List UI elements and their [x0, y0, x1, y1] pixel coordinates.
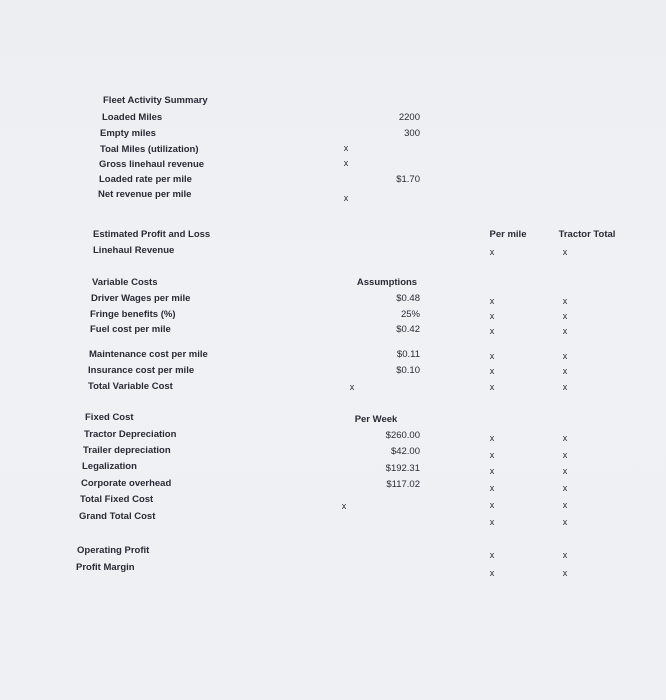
fixed-row-per-week: $192.31 — [385, 463, 420, 474]
fixed-row-label: Tractor Depreciation — [84, 429, 177, 440]
total-fixed-label: Total Fixed Cost — [80, 494, 154, 505]
variable-row-label: Fuel cost per mile — [90, 324, 171, 335]
variable-row-per-mile: x — [489, 366, 495, 376]
linehaul-label: Linehaul Revenue — [93, 245, 175, 256]
variable-row-total: x — [562, 351, 568, 361]
total-variable-per-mile: x — [489, 382, 495, 392]
fixed-row-per-week: $42.00 — [390, 446, 420, 457]
profit-margin-label: Profit Margin — [76, 562, 135, 573]
variable-row-total: x — [562, 366, 568, 376]
total-miles-value: x — [343, 143, 349, 153]
net-revenue-value: x — [343, 193, 349, 203]
profit-margin-per-mile: x — [489, 568, 495, 578]
empty-miles-label: Empty miles — [100, 128, 156, 139]
variable-row-label: Maintenance cost per mile — [89, 349, 208, 360]
profit-margin-total: x — [562, 568, 568, 578]
fixed-cost-title: Fixed Cost — [85, 412, 134, 423]
variable-row-assumption: $0.42 — [396, 324, 420, 335]
tractor-total-header: Tractor Total — [558, 229, 616, 240]
fixed-row-per-week: $117.02 — [386, 479, 420, 490]
variable-row-per-mile: x — [489, 326, 495, 336]
variable-row-label: Insurance cost per mile — [88, 365, 195, 376]
loaded-miles-label: Loaded Miles — [102, 112, 163, 123]
total-fixed-per-week: x — [341, 501, 347, 511]
net-revenue-label: Net revenue per mile — [98, 189, 192, 200]
per-mile-header: Per mile — [489, 229, 527, 240]
variable-costs-title: Variable Costs — [92, 277, 158, 288]
linehaul-per-mile: x — [489, 247, 495, 257]
variable-row-total: x — [562, 296, 568, 306]
variable-row-total: x — [562, 326, 568, 336]
loaded-miles-value: 2200 — [398, 112, 420, 123]
assumptions-header: Assumptions — [356, 277, 418, 288]
fixed-row-per-week: $260.00 — [385, 430, 420, 441]
fixed-row-total: x — [562, 483, 568, 493]
total-miles-label: Toal Miles (utilization) — [100, 144, 199, 155]
fleet-summary-title: Fleet Activity Summary — [103, 95, 208, 106]
fixed-row-per-mile: x — [489, 483, 495, 493]
total-fixed-per-mile: x — [489, 500, 495, 510]
variable-row-per-mile: x — [489, 296, 495, 306]
grand-total-per-mile: x — [489, 517, 495, 527]
fixed-row-total: x — [562, 433, 568, 443]
total-variable-assumption: x — [349, 382, 355, 392]
fixed-row-label: Legalization — [82, 461, 137, 472]
fixed-row-total: x — [562, 466, 568, 476]
fixed-row-per-mile: x — [489, 450, 495, 460]
per-week-header: Per Week — [354, 414, 398, 425]
variable-row-assumption: $0.11 — [396, 349, 420, 360]
operating-profit-per-mile: x — [489, 550, 495, 560]
loaded-rate-value: $1.70 — [396, 174, 420, 185]
operating-profit-total: x — [562, 550, 568, 560]
pl-title: Estimated Profit and Loss — [93, 229, 211, 240]
fixed-row-total: x — [562, 450, 568, 460]
loaded-rate-label: Loaded rate per mile — [99, 174, 192, 185]
linehaul-total: x — [562, 247, 568, 257]
empty-miles-value: 300 — [404, 128, 420, 139]
variable-row-total: x — [562, 311, 568, 321]
total-variable-total: x — [562, 382, 568, 392]
gross-revenue-value: x — [343, 158, 349, 168]
fixed-row-label: Corporate overhead — [81, 478, 172, 489]
variable-row-per-mile: x — [489, 311, 495, 321]
total-variable-label: Total Variable Cost — [88, 381, 173, 392]
variable-row-label: Fringe benefits (%) — [90, 309, 176, 320]
fixed-row-label: Trailer depreciation — [83, 445, 171, 456]
fixed-row-per-mile: x — [489, 433, 495, 443]
grand-total-label: Grand Total Cost — [79, 511, 156, 522]
variable-row-assumption: $0.10 — [396, 365, 420, 376]
variable-row-label: Driver Wages per mile — [91, 293, 191, 304]
gross-revenue-label: Gross linehaul revenue — [99, 159, 205, 170]
variable-row-assumption: 25% — [400, 309, 420, 320]
fixed-row-per-mile: x — [489, 466, 495, 476]
total-fixed-total: x — [562, 500, 568, 510]
variable-row-assumption: $0.48 — [396, 293, 420, 304]
grand-total-total: x — [562, 517, 568, 527]
operating-profit-label: Operating Profit — [77, 545, 150, 556]
variable-row-per-mile: x — [489, 351, 495, 361]
